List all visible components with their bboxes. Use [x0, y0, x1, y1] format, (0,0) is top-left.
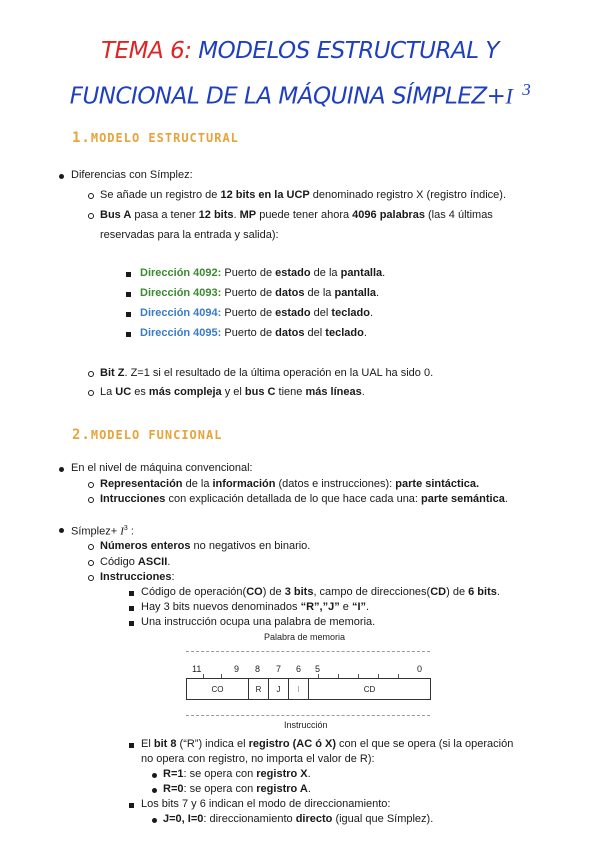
text: tiene [275, 386, 306, 398]
circle-bullet-icon [88, 575, 94, 581]
text: bus C [244, 386, 276, 398]
list-item-continuation: reservadas para la entrada y salida): [100, 229, 279, 241]
diagram-top-label: Palabra de memoria [264, 632, 346, 642]
text: (igual que Símplez). [332, 813, 434, 825]
text: . [233, 209, 240, 221]
instruction-format-box [186, 678, 431, 700]
title-italic-i: I [505, 83, 513, 109]
circle-bullet-icon [88, 482, 94, 488]
section-1-heading [72, 130, 239, 146]
text: ) de [262, 586, 285, 598]
text: UC [115, 386, 132, 398]
text: 3 bits [284, 586, 314, 598]
text: teclado [331, 307, 370, 319]
circle-bullet-icon [88, 497, 94, 503]
square-bullet-icon [126, 332, 131, 337]
text: La [100, 386, 116, 398]
text: con explicación detallada de lo que hace cada una: [165, 493, 422, 505]
text: datos [275, 287, 305, 299]
section-2-heading [72, 427, 222, 443]
text: El [141, 738, 154, 750]
text: Puerto de [221, 327, 276, 339]
field-co: CO [187, 679, 249, 699]
text: Puerto de [221, 287, 276, 299]
text: parte sintáctica. [395, 478, 480, 490]
text: Representación [100, 478, 183, 490]
text: 12 bits [198, 209, 234, 221]
circle-bullet-icon [88, 390, 94, 396]
list-item: En el nivel de máquina convencional: [71, 462, 253, 474]
text: registro (AC ó X) [248, 738, 336, 750]
text: (“R”) indica el [176, 738, 249, 750]
bit-label: 8 [255, 664, 261, 674]
text: : se opera con [183, 783, 257, 795]
list-item [100, 555, 170, 569]
field-j: J [269, 679, 289, 699]
list-item [140, 266, 385, 280]
text: Dirección 4093: [140, 287, 222, 299]
text: . [366, 601, 370, 613]
list-item [100, 570, 175, 584]
text: más líneas [305, 386, 362, 398]
section-1-title: MODELO ESTRUCTURAL [90, 131, 239, 145]
bit-label: 0 [417, 664, 423, 674]
list-item [141, 737, 513, 751]
text: . [363, 327, 367, 339]
list-item [163, 767, 311, 781]
text: 6 bits [468, 586, 497, 598]
text: (datos e instrucciones): [275, 478, 396, 490]
list-item [163, 812, 433, 826]
text: Números enteros [100, 540, 191, 552]
text: puede tener ahora [256, 209, 353, 221]
text: “I” [351, 601, 367, 613]
text: . [382, 267, 386, 279]
circle-bullet-icon [88, 213, 94, 219]
bit-label: 6 [296, 664, 302, 674]
square-bullet-icon [129, 743, 134, 748]
text: 12 bits en la UCP [220, 189, 310, 201]
text: J=0, I=0 [163, 813, 204, 825]
text: de la [182, 478, 213, 490]
text: del [304, 327, 326, 339]
text: información [212, 478, 276, 490]
bullet-icon [152, 773, 157, 778]
circle-bullet-icon [88, 544, 94, 550]
text: . [167, 556, 171, 568]
text: Puerto de [221, 267, 276, 279]
text: . [307, 768, 311, 780]
text: , campo de direcciones( [313, 586, 431, 598]
square-bullet-icon [129, 803, 134, 808]
circle-bullet-icon [88, 560, 94, 566]
text: Código [100, 556, 138, 568]
text: Bus A [100, 209, 132, 221]
field-r: R [249, 679, 269, 699]
text: Hay 3 bits nuevos denominados [141, 601, 301, 613]
list-item: Diferencias con Símplez: [71, 169, 193, 181]
bit-label: 5 [315, 664, 321, 674]
text: . [369, 307, 373, 319]
text: “R”,”J” [300, 601, 340, 613]
square-bullet-icon [126, 292, 131, 297]
diagram-dashed-top [186, 651, 430, 653]
text: Dirección 4092: [140, 267, 222, 279]
text: : direccionamiento [203, 813, 296, 825]
text: . [496, 586, 500, 598]
text: es [131, 386, 149, 398]
list-item [100, 208, 493, 222]
section-1-number: 1. [72, 130, 91, 146]
section-2-number: 2. [72, 427, 91, 443]
text: R=1 [163, 768, 184, 780]
page-title-line-1 [0, 38, 600, 64]
list-item [140, 326, 367, 340]
text: pasa a tener [131, 209, 199, 221]
bullet-icon [152, 788, 157, 793]
text: con el que se opera (si la operación [336, 738, 514, 750]
text: e [339, 601, 352, 613]
text: teclado [325, 327, 364, 339]
text: Símplez+ [71, 525, 121, 538]
text: y el [221, 386, 245, 398]
text: CO [246, 586, 263, 598]
text: 4096 palabras [352, 209, 425, 221]
title-line-2: FUNCIONAL DE LA MÁQUINA SÍMPLEZ+ [69, 83, 506, 110]
list-item-continuation: no opera con registro, no importa el valor de R): [141, 753, 375, 765]
text: R=0 [163, 783, 184, 795]
list-item [140, 286, 379, 300]
text: CD [430, 586, 447, 598]
text: : se opera con [183, 768, 257, 780]
text: Código de operación( [141, 586, 247, 598]
text: parte semántica [421, 493, 505, 505]
text: registro X [256, 768, 308, 780]
square-bullet-icon [126, 272, 131, 277]
text: . Z=1 si el resultado de la última operación en la UAL ha sido 0. [124, 367, 434, 379]
title-line-1: MODELOS ESTRUCTURAL Y [191, 38, 499, 64]
title-superscript: 3 [522, 80, 531, 99]
text: (las 4 últimas [424, 209, 493, 221]
title-prefix: TEMA 6: [101, 38, 192, 64]
bit-label: 11 [192, 664, 202, 674]
text: pantalla [334, 287, 377, 299]
list-item [141, 585, 500, 599]
text: pantalla [340, 267, 383, 279]
text: no negativos en binario. [190, 540, 311, 552]
text: Se añade un registro de [100, 189, 221, 201]
text: registro A [256, 783, 308, 795]
text: Puerto de [221, 307, 276, 319]
text: . [504, 493, 508, 505]
text: I [120, 525, 124, 538]
text: Instrucciones [100, 571, 172, 583]
text: ASCII [137, 556, 168, 568]
square-bullet-icon [129, 621, 134, 626]
circle-bullet-icon [88, 371, 94, 377]
bullet-icon [59, 528, 64, 533]
text: Bit Z [100, 367, 125, 379]
field-i: I [289, 679, 309, 699]
text: Dirección 4094: [140, 307, 222, 319]
text: bit 8 [153, 738, 177, 750]
bit-label: 9 [234, 664, 240, 674]
text: estado [275, 307, 311, 319]
text: : [171, 571, 175, 583]
text: . [376, 287, 380, 299]
square-bullet-icon [129, 591, 134, 596]
list-item [141, 600, 369, 614]
square-bullet-icon [129, 606, 134, 611]
list-item [140, 306, 373, 320]
list-item [100, 188, 506, 202]
list-item [100, 385, 365, 399]
bullet-icon [59, 467, 64, 472]
text: MP [239, 209, 257, 221]
text: Dirección 4095: [140, 327, 222, 339]
text: . [361, 386, 365, 398]
list-item [71, 522, 134, 539]
diagram-dashed-bottom [186, 715, 430, 717]
text: 3 [123, 525, 128, 532]
text: ) de [446, 586, 469, 598]
circle-bullet-icon [88, 193, 94, 199]
bit-label: 7 [276, 664, 282, 674]
text: Intrucciones [100, 493, 166, 505]
field-cd: CD [363, 684, 376, 694]
list-item [100, 477, 479, 491]
bullet-icon [152, 818, 157, 823]
text: de la [310, 267, 341, 279]
text: de la [304, 287, 335, 299]
list-item: Los bits 7 y 6 indican el modo de direccionamiento: [141, 798, 391, 810]
square-bullet-icon [126, 312, 131, 317]
list-item [163, 782, 311, 796]
text: directo [295, 813, 333, 825]
list-item [100, 492, 508, 506]
text: más compleja [148, 386, 222, 398]
text: . [307, 783, 311, 795]
bullet-icon [59, 174, 64, 179]
list-item [100, 366, 433, 380]
text: denominado registro X (registro índice). [309, 189, 507, 201]
page-title-line-2 [0, 80, 600, 110]
diagram-bottom-label: Instrucción [284, 720, 328, 730]
list-item: Una instrucción ocupa una palabra de memoria. [141, 616, 376, 628]
text: datos [275, 327, 305, 339]
text: estado [275, 267, 311, 279]
text: del [310, 307, 332, 319]
section-2-title: MODELO FUNCIONAL [90, 428, 223, 442]
list-item [100, 539, 310, 553]
text: : [127, 525, 134, 538]
